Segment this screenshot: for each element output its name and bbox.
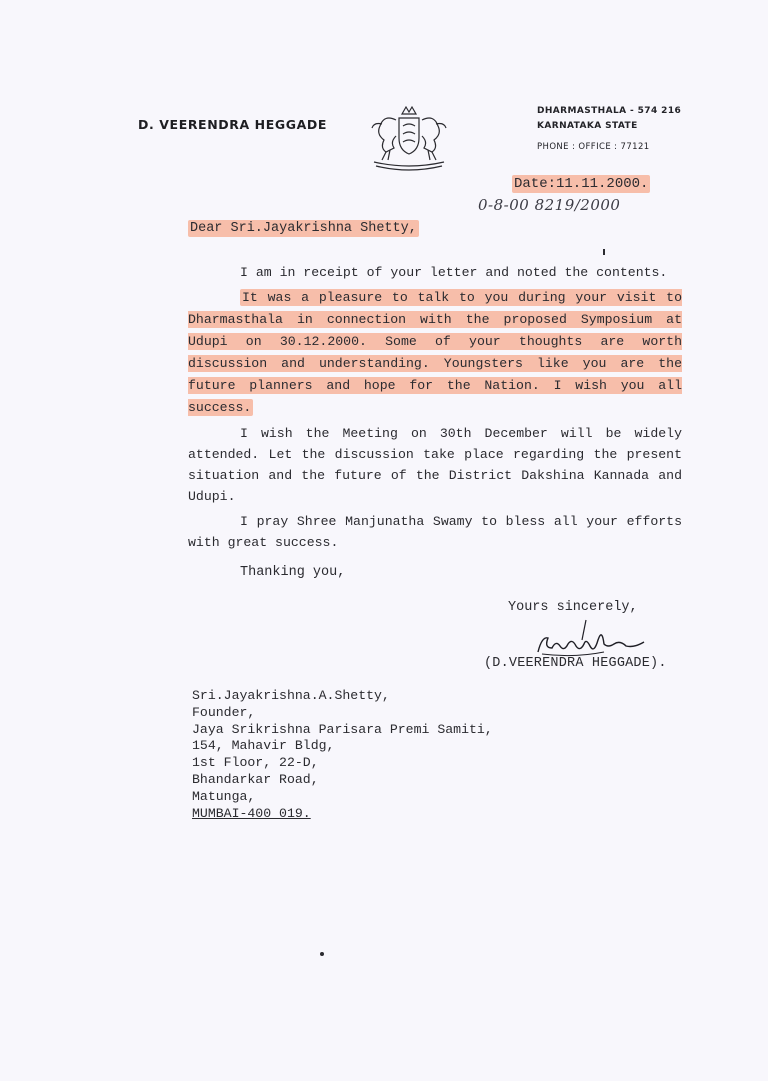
state-emblem-icon — [366, 104, 452, 174]
highlighted-paragraph-text: It was a pleasure to talk to you during your visit to Dharmasthala in connection with the proposed Symposium at Udupi on 30.12.2000. Some of your thoughts are worth discussion and understanding. Youngsters like you are the future planners and hope for the Nation. I wish you all success. — [188, 290, 682, 415]
recipient-line: Founder, — [192, 704, 256, 720]
paragraph-text: I am in receipt of your letter and noted the contents. — [240, 265, 668, 280]
paragraph — [188, 262, 682, 283]
paragraph-text: I pray Shree Manjunatha Swamy to bless all your efforts with great success. — [188, 514, 682, 550]
closing-yours: Yours sincerely, — [508, 600, 638, 615]
recipient-line: Bhandarkar Road, — [192, 771, 319, 787]
date-text: Date:11.11.2000. — [514, 176, 649, 192]
address-line: DHARMASTHALA - 574 216 — [537, 106, 682, 116]
ink-mark — [603, 249, 605, 255]
signatory-name: (D.VEERENDRA HEGGADE). — [484, 656, 667, 671]
handwritten-reference: 0-8-00 8219/2000 — [478, 196, 621, 214]
recipient-city-line: MUMBAI-400 019. — [192, 805, 311, 821]
paragraph — [188, 423, 682, 507]
recipient-line: Jaya Srikrishna Parisara Premi Samiti, — [192, 721, 493, 737]
letterhead-address — [537, 104, 681, 155]
ink-speck — [320, 952, 324, 956]
recipient-line: 154, Mahavir Bldg, — [192, 738, 335, 754]
paragraph — [188, 287, 682, 419]
salutation — [188, 221, 419, 236]
address-line: KARNATAKA STATE — [537, 121, 638, 131]
signature-icon — [534, 618, 654, 660]
salutation-text: Dear Sri.Jayakrishna Shetty, — [190, 221, 417, 236]
recipient-line: 1st Floor, 22-D, — [192, 755, 319, 771]
sender-name: D. VEERENDRA HEGGADE — [138, 117, 327, 132]
paragraph — [188, 511, 682, 553]
date-line — [512, 176, 650, 192]
recipient-address — [192, 688, 493, 822]
letter-body — [188, 262, 682, 553]
phone-number: PHONE : OFFICE : 77121 — [537, 142, 650, 152]
closing-thanks: Thanking you, — [240, 565, 346, 580]
recipient-line: Matunga, — [192, 788, 256, 804]
recipient-line: Sri.Jayakrishna.A.Shetty, — [192, 688, 390, 703]
paragraph-text: I wish the Meeting on 30th December will be widely attended. Let the discussion take place regarding the present situation and the future of the District Dakshina Kannada and Udupi. — [188, 426, 682, 504]
